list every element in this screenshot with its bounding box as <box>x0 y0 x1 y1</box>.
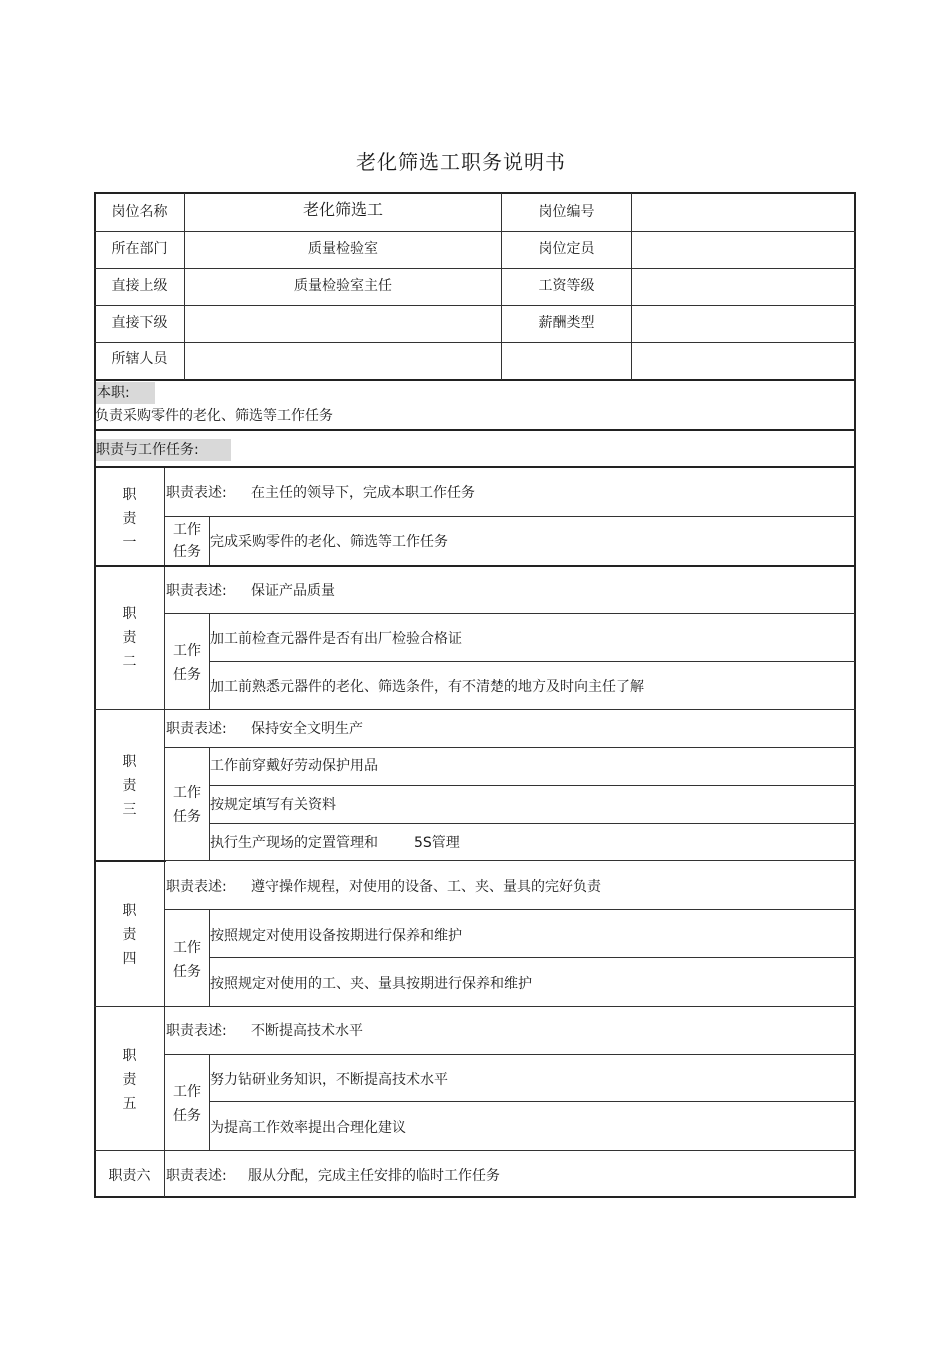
duty-5-task-2: 为提高工作效率提出合理化建议 <box>210 1120 406 1136</box>
duty-char: 一 <box>122 535 137 551</box>
duty-char: 职 <box>122 1048 137 1064</box>
task-label-line: 工作 <box>173 785 201 801</box>
row-divider <box>210 785 855 786</box>
row-divider <box>165 516 855 517</box>
col-divider <box>631 193 632 380</box>
duty-4-desc: 遵守操作规程，对使用的设备、工、夹、量具的完好负责 <box>251 879 601 895</box>
duty-desc-label: 职责表述: <box>166 583 227 599</box>
department-value: 质量检验室 <box>308 241 378 257</box>
duty-1-desc: 在主任的领导下，完成本职工作任务 <box>251 485 475 501</box>
duty-6-desc: 服从分配，完成主任安排的临时工作任务 <box>248 1168 500 1184</box>
task-label-line: 任务 <box>173 667 201 683</box>
pay-type-label: 薪酬类型 <box>538 315 595 331</box>
section-divider <box>94 466 856 468</box>
duty-char: 二 <box>122 654 137 670</box>
department-label: 所在部门 <box>111 241 168 257</box>
task-label-line: 工作 <box>173 643 201 659</box>
task-label-line: 工作 <box>173 522 201 538</box>
duty-char: 三 <box>122 802 137 818</box>
duty-divider <box>165 860 855 861</box>
supervisor-label: 直接上级 <box>111 278 168 294</box>
duty-5-task-1: 努力钻研业务知识，不断提高技术水平 <box>210 1072 448 1088</box>
duty-4-task-2: 按照规定对使用的工、夹、量具按期进行保养和维护 <box>210 976 532 992</box>
staff-label: 所辖人员 <box>111 351 168 367</box>
salary-grade-label: 工资等级 <box>538 278 595 294</box>
duty-char: 职 <box>122 903 137 919</box>
row-divider <box>94 305 856 306</box>
duty-char: 责 <box>122 927 137 943</box>
summary-text: 负责采购零件的老化、筛选等工作任务 <box>95 408 333 424</box>
duty-char: 责 <box>122 511 137 527</box>
row-divider <box>165 909 855 910</box>
duty-1-task-1: 完成采购零件的老化、筛选等工作任务 <box>210 534 448 550</box>
summary-label: 本职: <box>97 385 130 401</box>
duty-2-task-1: 加工前检查元器件是否有出厂检验合格证 <box>210 631 462 647</box>
duty-divider <box>94 565 856 567</box>
duty-char: 四 <box>122 951 137 967</box>
duty-4-label <box>95 899 164 971</box>
duty-desc-label: 职责表述: <box>166 485 227 501</box>
duty-3-task-3-suffix: 5S管理 <box>414 835 460 851</box>
duty-2-task-2: 加工前熟悉元器件的老化、筛选条件，有不清楚的地方及时向主任了解 <box>210 679 644 695</box>
task-label <box>165 639 209 687</box>
duty-3-task-3: 执行生产现场的定置管理和 <box>210 835 378 851</box>
task-label-line: 任务 <box>173 544 201 560</box>
supervisor-value: 质量检验室主任 <box>294 278 392 294</box>
duty-4-task-1: 按照规定对使用设备按期进行保养和维护 <box>210 928 462 944</box>
task-label-line: 工作 <box>173 1084 201 1100</box>
row-divider <box>94 268 856 269</box>
duty-char: 职 <box>122 487 137 503</box>
duty-desc-label: 职责表述: <box>166 879 227 895</box>
duty-5-desc: 不断提高技术水平 <box>251 1023 363 1039</box>
headcount-label: 岗位定员 <box>538 241 595 257</box>
duty-char: 五 <box>122 1096 137 1112</box>
section-divider <box>94 429 856 431</box>
duty-3-desc: 保持安全文明生产 <box>251 721 363 737</box>
task-label-line: 任务 <box>173 964 201 980</box>
duty-5-label <box>95 1044 164 1116</box>
duty-2-desc: 保证产品质量 <box>251 583 335 599</box>
task-label <box>165 936 209 984</box>
duty-3-label <box>95 750 164 822</box>
section-divider <box>94 379 856 381</box>
row-divider <box>210 823 855 824</box>
duties-header: 职责与工作任务: <box>96 442 199 458</box>
row-divider <box>210 661 855 662</box>
row-divider <box>165 613 855 614</box>
row-divider <box>94 342 856 343</box>
duty-3-task-2: 按规定填写有关资料 <box>210 797 336 813</box>
duty-divider <box>94 1150 856 1151</box>
duty-char: 职 <box>122 606 137 622</box>
duty-1-label <box>95 483 164 555</box>
position-name-value: 老化筛选工 <box>302 200 383 219</box>
duty-char: 责 <box>122 630 137 646</box>
position-number-label: 岗位编号 <box>538 204 595 220</box>
duty-char: 职 <box>122 754 137 770</box>
page-title: 老化筛选工职务说明书 <box>356 150 566 174</box>
row-divider <box>210 957 855 958</box>
duty-3-task-1: 工作前穿戴好劳动保护用品 <box>210 758 378 774</box>
row-divider <box>94 231 856 232</box>
task-label <box>165 519 209 563</box>
task-label-line: 工作 <box>173 940 201 956</box>
duty-6-label: 职责六 <box>108 1168 151 1184</box>
row-divider <box>210 1101 855 1102</box>
duty-divider <box>94 1006 856 1007</box>
duty-2-label <box>95 602 164 674</box>
position-name-label: 岗位名称 <box>111 204 168 220</box>
row-divider <box>165 1054 855 1055</box>
duty-desc-label: 职责表述: <box>166 1023 227 1039</box>
duty-char: 责 <box>122 778 137 794</box>
task-label <box>165 1080 209 1128</box>
task-label-line: 任务 <box>173 809 201 825</box>
duty-desc-label: 职责表述: <box>166 721 227 737</box>
row-divider <box>165 747 855 748</box>
duty-desc-label: 职责表述: <box>166 1168 227 1184</box>
duty-divider <box>94 860 166 862</box>
duty-divider <box>94 709 856 710</box>
subordinate-label: 直接下级 <box>111 315 168 331</box>
duty-char: 责 <box>122 1072 137 1088</box>
task-label-line: 任务 <box>173 1108 201 1124</box>
task-label <box>165 781 209 829</box>
